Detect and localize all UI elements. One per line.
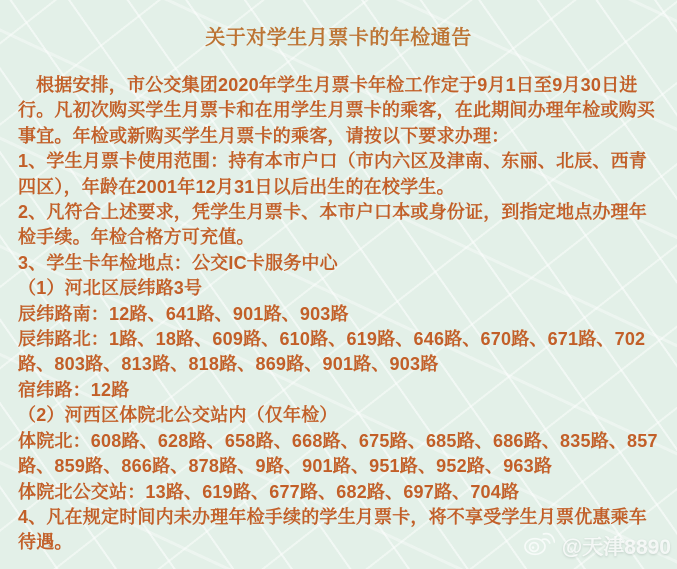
route-list-chenwei-south: 辰纬路南：12路、641路、901路、903路 [18, 303, 349, 324]
intro-paragraph: 根据安排，市公交集团2020年学生月票卡年检工作定于9月1日至9月30日进行。凡初次购买学生月票卡和在用学生月票卡的乘客，在此期间办理年检或购买事宜。年检或新购买学生月票卡的乘客，请按以下要求办理： [18, 75, 655, 146]
route-list-chenwei-north: 辰纬路北：1路、18路、609路、610路、619路、646路、670路、671路、702路、803路、813路、818路、869路、901路、903路 [18, 329, 646, 375]
item-3-locations: 3、学生卡年检地点：公交IC卡服务中心 [18, 252, 338, 273]
location-2-address: （2）河西区体院北公交站内（仅年检） [18, 405, 338, 426]
watermark-handle: @天津8890 [561, 535, 671, 559]
notice-body [18, 73, 664, 556]
route-list-tiyuanbei-station: 体院北公交站：13路、619路、677路、682路、697路、704路 [18, 481, 520, 502]
route-list-suwei: 宿纬路：12路 [18, 379, 130, 400]
location-1-address: （1）河北区辰纬路3号 [18, 278, 203, 299]
item-2-procedure: 2、凡符合上述要求，凭学生月票卡、本市户口本或身份证，到指定地点办理年检手续。年检合格方可充值。 [18, 202, 648, 248]
route-list-tiyuanbei: 体院北：608路、628路、658路、668路、675路、685路、686路、835路、857路、859路、866路、878路、9路、901路、951路、952路、963路 [18, 430, 658, 477]
item-1-scope: 1、学生月票卡使用范围：持有本市户口（市内六区及津南、东丽、北辰、西青四区），年龄在2001年12月31日以后出生的在校学生。 [18, 151, 648, 197]
item-4-penalty: 4、凡在规定时间内未办理年检手续的学生月票卡，将不享受学生月票优惠乘车待遇。 [18, 506, 648, 553]
notice-title: 关于对学生月票卡的年检通告 [205, 27, 472, 49]
